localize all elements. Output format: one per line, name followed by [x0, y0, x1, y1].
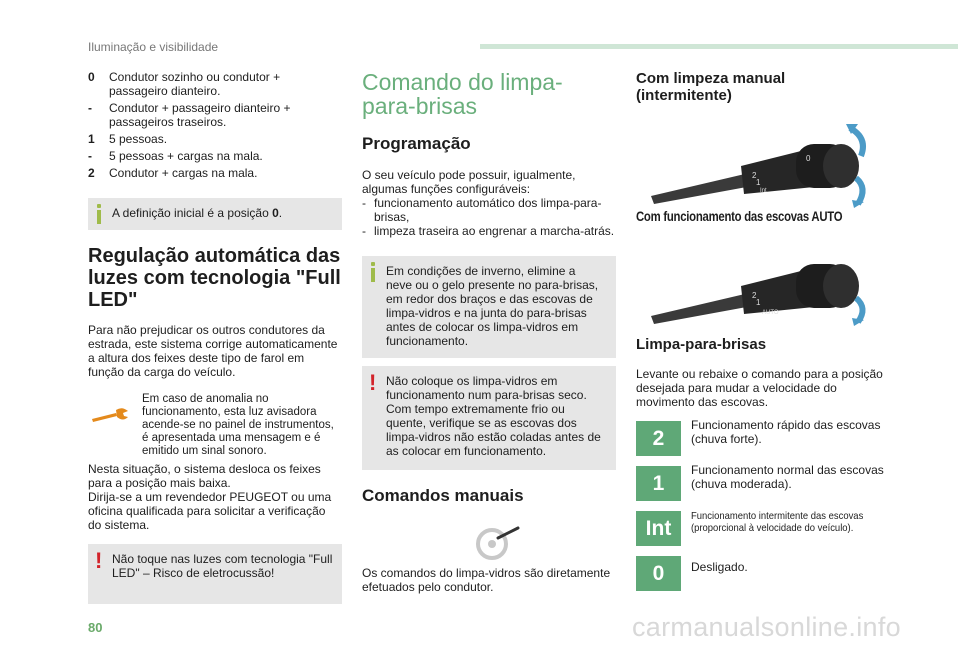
warning-icon: ! — [369, 370, 377, 395]
comandos-manuais-text: Os comandos do limpa-vidros são diretamente efetuados pelo condutor. — [362, 566, 611, 594]
wrench-icon — [90, 407, 130, 425]
section-title-full-led: Regulação automática das luzes com tecnologia "Full LED" — [88, 245, 341, 311]
speed-item-1: 1 Funcionamento normal das escovas (chuva moderada). — [636, 466, 890, 501]
header-bar — [480, 44, 958, 49]
list-item: - limpeza traseira ao engrenar a marcha-atrás. — [362, 224, 615, 238]
list-item: - funcionamento automático dos limpa-para-brisas, — [362, 196, 602, 224]
speed-list — [636, 417, 890, 591]
running-header: Iluminação e visibilidade — [88, 40, 219, 54]
stalk-label-2: 2 — [752, 291, 757, 300]
list-item: 0 Condutor sozinho ou condutor + passageiro dianteiro. — [88, 70, 281, 98]
fallback-paragraph: Nesta situação, o sistema desloca os feixes para a posição mais baixa. Dirija-se a um revendedor PEUGEOT ou uma oficina qualificada para solicitar a verificação do sistema. — [88, 462, 332, 532]
column-right — [636, 70, 890, 591]
speed-badge: 0 — [636, 556, 681, 591]
stalk-label-1: 1 — [756, 298, 761, 307]
anomaly-note: Em caso de anomalia no funcionamento, esta luz avisadora acende-se no painel de instrumentos, é apresentada uma mensagem e é emitido um sinal sonoro. — [88, 393, 342, 458]
watermark: carmanualsonline.info — [632, 612, 901, 642]
column-middle — [362, 70, 616, 594]
speed-item-0: 0 Desligado. — [636, 556, 890, 591]
wiper-stalk-manual-image — [646, 116, 876, 208]
warning-icon: ! — [95, 548, 103, 573]
info-icon — [368, 262, 378, 284]
stalk-label-0: 0 — [806, 154, 811, 163]
section-title-limpeza-manual: Com limpeza manual (intermitente) — [636, 70, 786, 104]
list-item: - 5 pessoas + cargas na mala. — [88, 149, 263, 163]
section-title-auto: Com funcionamento das escovas AUTO — [636, 209, 843, 224]
programacao-list — [362, 196, 616, 238]
speed-badge: Int — [636, 511, 681, 546]
list-item: - Condutor + passageiro dianteiro + passageiros traseiros. — [88, 101, 291, 129]
speed-badge: 1 — [636, 466, 681, 501]
column-left — [88, 70, 342, 604]
wiper-stalk-auto-image — [646, 240, 876, 326]
section-title-limpa-para-brisas: Limpa-para-brisas — [636, 336, 767, 353]
info-box-winter: Em condições de inverno, elimine a neve ou o gelo presente no para-brisas, em redor dos braços e das escovas de limpa-vidros e na junta do para-brisas antes de colocar os limpa-vidros em funcionamento. — [362, 256, 616, 358]
page-number: 80 — [88, 620, 103, 635]
speed-item-2: 2 Funcionamento rápido das escovas (chuva forte). — [636, 421, 890, 456]
stalk-label-2: 2 — [752, 171, 757, 180]
programacao-intro: O seu veículo pode possuir, igualmente, algumas funções configuráveis: — [362, 168, 576, 196]
speed-badge: 2 — [636, 421, 681, 456]
speed-item-int: Int Funcionamento intermitente das escovas (proporcional à velocidade do veículo). — [636, 511, 890, 546]
info-icon — [94, 204, 104, 226]
section-title-comandos-manuais: Comandos manuais — [362, 486, 524, 505]
warning-box-electrocution: ! Não toque nas luzes com tecnologia "Full LED" – Risco de eletrocussão! — [88, 544, 342, 604]
list-item: 1 5 pessoas. — [88, 132, 168, 146]
stalk-label-1: 1 — [756, 178, 761, 187]
chapter-title: Comando do limpa-para-brisas — [362, 69, 563, 119]
limpa-para-brisas-text: Levante ou rebaixe o comando para a posição desejada para mudar a velocidade do movimento das escovas. — [636, 367, 883, 409]
info-box-default-position: A definição inicial é a posição 0. — [88, 198, 342, 230]
stalk-label-auto: AUTO — [762, 310, 779, 316]
list-item: 2 Condutor + cargas na mala. — [88, 166, 258, 180]
load-position-list — [88, 70, 342, 180]
steering-wheel-icon — [470, 522, 530, 562]
stalk-label-int: Int — [760, 188, 767, 194]
warning-box-dry-windscreen: ! Não coloque os limpa-vidros em funcionamento num para-brisas seco. Com tempo extremamente frio ou quente, verifique se as escovas dos limpa-vidros não estão coladas antes de as colocar em funcionamento. — [362, 366, 616, 470]
full-led-description: Para não prejudicar os outros condutores da estrada, este sistema corrige automaticamente a altura dos feixes deste tipo de farol em função da carga do veículo. — [88, 323, 338, 379]
section-title-programacao: Programação — [362, 134, 471, 153]
